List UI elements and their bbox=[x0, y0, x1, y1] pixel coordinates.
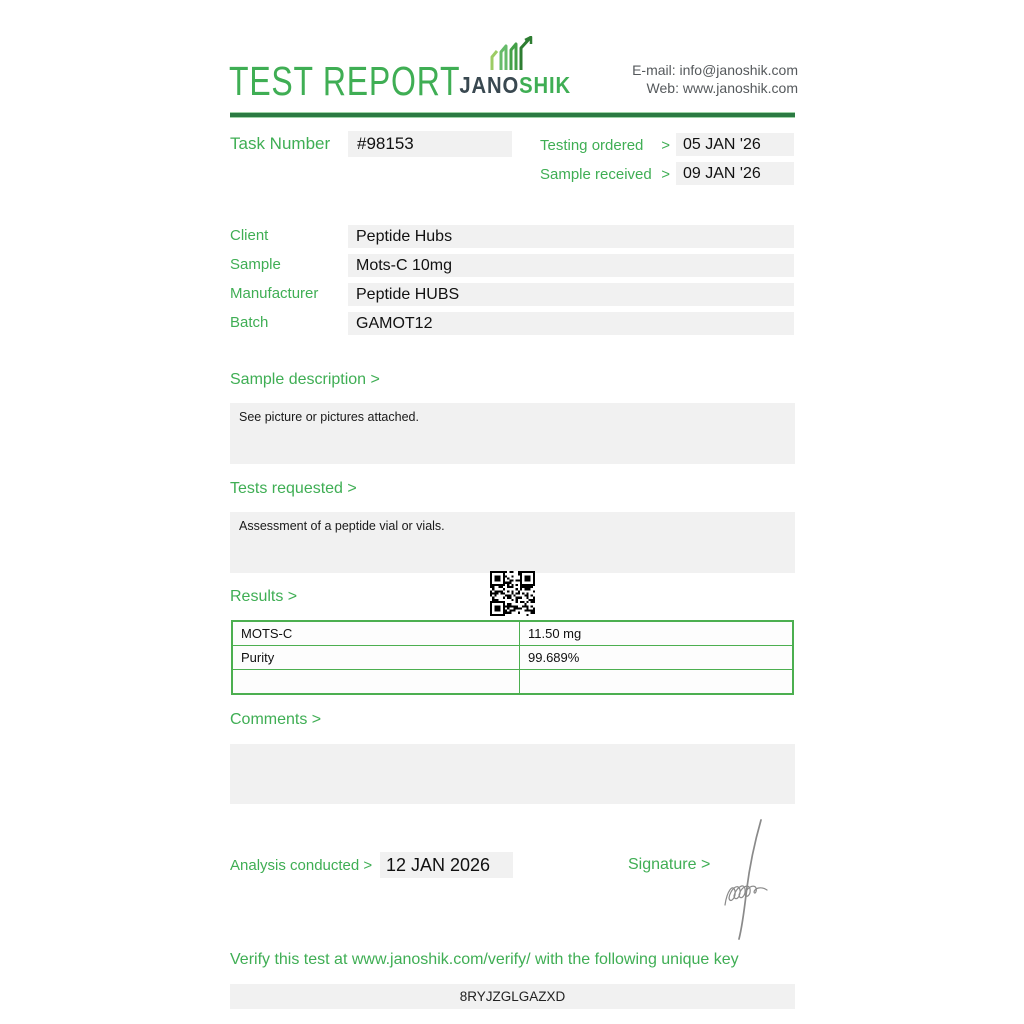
sample-received-field bbox=[676, 162, 794, 185]
result-name-cell: MOTS-C bbox=[232, 621, 520, 646]
page-title: TEST REPORT bbox=[229, 58, 461, 104]
result-name-cell: Purity bbox=[232, 646, 520, 670]
detail-value: Peptide Hubs bbox=[348, 225, 794, 248]
analysis-conducted-label: Analysis conducted > bbox=[230, 857, 373, 874]
growth-chart-icon bbox=[487, 36, 537, 72]
analysis-date-field bbox=[380, 852, 513, 878]
tests-requested-box: Assessment of a peptide vial or vials. bbox=[230, 512, 795, 573]
comments-box bbox=[230, 744, 795, 804]
result-value-cell: 99.689% bbox=[520, 646, 794, 670]
signature-image bbox=[708, 817, 783, 942]
sample-received-label: Sample received > bbox=[540, 166, 670, 183]
results-table bbox=[231, 620, 794, 695]
detail-label: Batch bbox=[230, 314, 269, 331]
verify-instruction: Verify this test at www.janoshik.com/verify/ with the following unique key bbox=[230, 951, 739, 968]
unique-key-value: 8RYJZGLGAZXD bbox=[230, 984, 795, 1009]
testing-ordered-value: 05 JAN '26 bbox=[683, 136, 761, 153]
chevron-right-icon: > bbox=[661, 137, 670, 154]
brand-name-right: SHIK bbox=[519, 72, 571, 98]
result-row bbox=[232, 646, 793, 670]
testing-ordered-field bbox=[676, 133, 794, 156]
brand-logo bbox=[459, 72, 571, 99]
brand-name-left: JANO bbox=[459, 72, 520, 98]
sample-description-box: See picture or pictures attached. bbox=[230, 403, 795, 464]
result-value-cell: 11.50 mg bbox=[520, 621, 794, 646]
chevron-right-icon: > bbox=[661, 166, 670, 183]
detail-value: Peptide HUBS bbox=[348, 283, 794, 306]
sample-received-value: 09 JAN '26 bbox=[683, 165, 761, 182]
task-number-field bbox=[348, 131, 512, 157]
detail-label: Client bbox=[230, 227, 269, 244]
section-heading-comments: Comments > bbox=[230, 711, 322, 728]
analysis-date-value: 12 JAN 2026 bbox=[386, 855, 491, 875]
header-divider bbox=[230, 112, 795, 118]
result-row bbox=[232, 670, 793, 695]
qr-code-icon bbox=[490, 571, 535, 616]
contact-web: Web: www.janoshik.com bbox=[646, 80, 798, 96]
task-number-label: Task Number bbox=[230, 134, 331, 153]
section-heading-results: Results > bbox=[230, 588, 298, 605]
detail-row-manufacturer bbox=[230, 283, 795, 306]
contact-email: E-mail: info@janoshik.com bbox=[632, 62, 798, 78]
detail-row-batch bbox=[230, 312, 795, 335]
section-heading-tests-requested: Tests requested > bbox=[230, 480, 357, 497]
result-name-cell bbox=[232, 670, 520, 695]
section-heading-sample-description: Sample description > bbox=[230, 371, 380, 388]
detail-value: Mots-C 10mg bbox=[348, 254, 794, 277]
detail-value: GAMOT12 bbox=[348, 312, 794, 335]
detail-label: Manufacturer bbox=[230, 285, 319, 302]
result-value-cell bbox=[520, 670, 794, 695]
detail-row-client bbox=[230, 225, 795, 248]
contact-info bbox=[632, 61, 798, 97]
detail-label: Sample bbox=[230, 256, 281, 273]
result-row bbox=[232, 621, 793, 646]
testing-ordered-label: Testing ordered > bbox=[540, 137, 670, 154]
signature-label: Signature > bbox=[628, 856, 711, 873]
task-number-value: #98153 bbox=[357, 134, 414, 153]
detail-row-sample bbox=[230, 254, 795, 277]
